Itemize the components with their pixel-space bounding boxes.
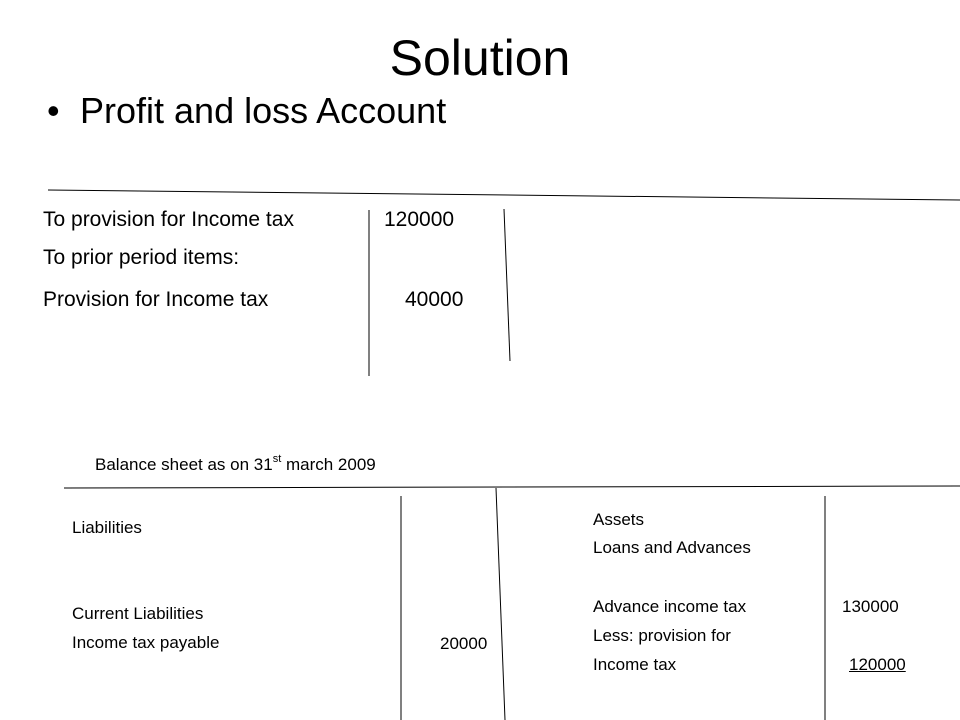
less-provision-label: Less: provision for (593, 626, 731, 645)
bullet-item (47, 86, 446, 136)
assets-heading: Assets (593, 510, 645, 529)
pl-center-divider (504, 209, 510, 361)
bs-center-divider (496, 488, 505, 720)
pl-row-label: Provision for Income tax (43, 288, 269, 311)
income-tax-payable-amount: 20000 (440, 634, 488, 653)
bs-horizontal-rule (64, 486, 960, 488)
balance-sheet-heading-prefix: Balance sheet as on 31 (95, 455, 273, 474)
bullet-symbol: • (47, 90, 60, 131)
liabilities-heading: Liabilities (72, 518, 142, 537)
page-title: Solution (389, 30, 571, 86)
balance-sheet-heading-sup: st (272, 453, 282, 466)
pl-horizontal-rule (48, 190, 960, 200)
advance-income-tax-label: Advance income tax (593, 597, 747, 616)
advance-income-tax-amount: 130000 (842, 597, 899, 616)
pl-row-amount: 40000 (405, 288, 464, 311)
bullet-text: Profit and loss Account (80, 90, 447, 131)
balance-sheet-heading-suffix: march 2009 (281, 455, 376, 474)
income-tax-payable-label: Income tax payable (72, 633, 220, 652)
pl-row-label: To provision for Income tax (43, 208, 294, 231)
pl-row-label: To prior period items: (43, 246, 240, 269)
pl-row-amount: 120000 (384, 208, 455, 231)
current-liabilities-heading: Current Liabilities (72, 604, 204, 623)
provision-income-tax-label: Income tax (593, 655, 677, 674)
provision-income-tax-amount: 120000 (849, 655, 906, 674)
balance-sheet-heading (95, 454, 376, 476)
loans-advances-heading: Loans and Advances (593, 538, 751, 557)
